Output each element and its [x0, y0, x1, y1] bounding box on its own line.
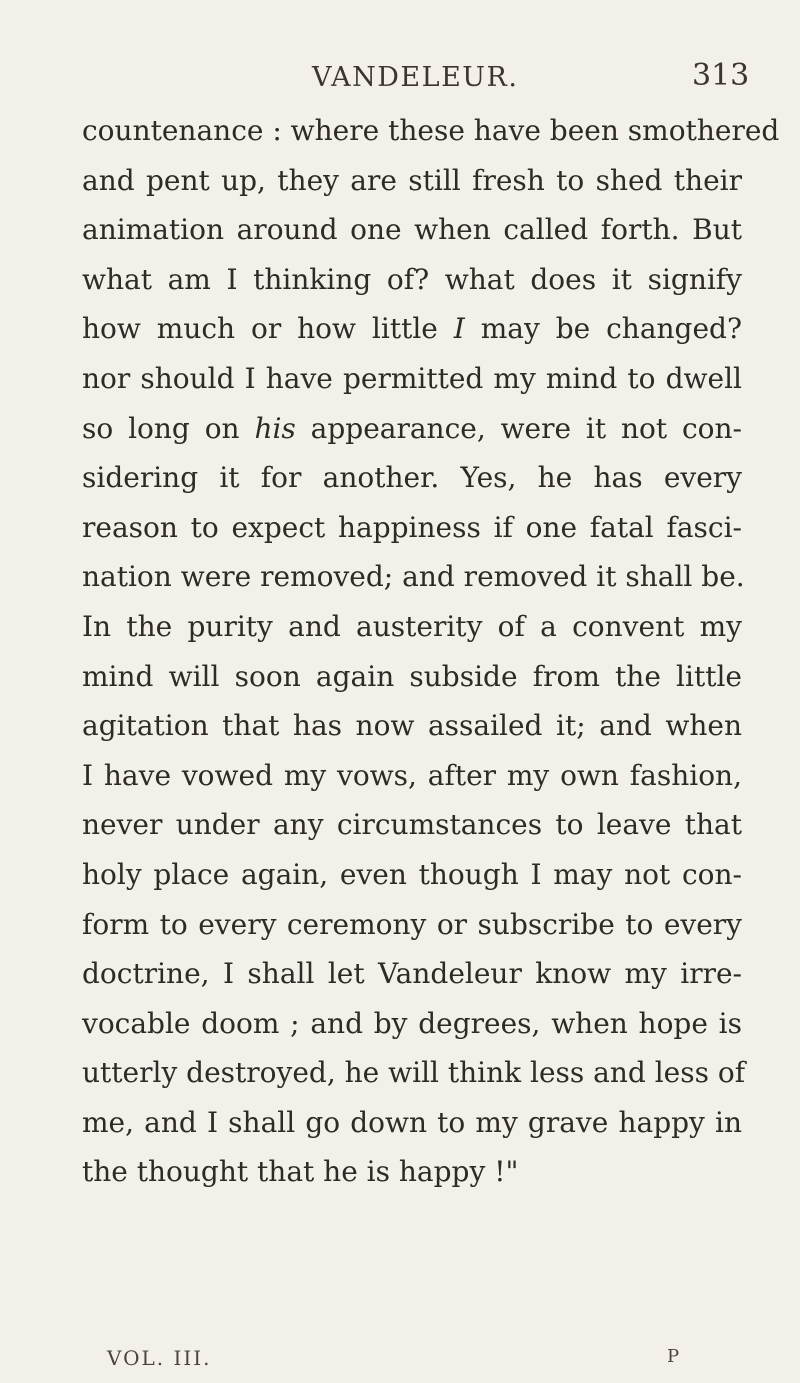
- running-head: [0, 58, 800, 98]
- footer: [0, 1346, 800, 1382]
- text-line: utterly destroyed, he will think less and less of: [82, 1056, 746, 1090]
- text-line: animation around one when called forth. But: [82, 213, 742, 247]
- text-line: what am I thinking of? what does it signify: [82, 262, 742, 296]
- text-line: nation were removed; and removed it shall be.: [82, 560, 745, 594]
- text-line: doctrine, I shall let Vandeleur know my irre-: [82, 957, 742, 991]
- gathering-signature: P: [667, 1346, 680, 1367]
- text-line: how much or how little I may be changed?: [82, 312, 742, 346]
- emphasis-word: I: [437, 312, 481, 346]
- volume-signature: VOL. III.: [107, 1346, 212, 1370]
- text-line: me, and I shall go down to my grave happy in: [82, 1105, 742, 1139]
- text-line: never under any circumstances to leave that: [82, 808, 742, 842]
- running-title: VANDELEUR.: [312, 62, 519, 93]
- text-line: mind will soon again subside from the little: [82, 659, 742, 693]
- text-line: nor should I have permitted my mind to dwell: [82, 361, 742, 395]
- text-line: and pent up, they are still fresh to shed their: [82, 163, 742, 197]
- text-line: I have vowed my vows, after my own fashion,: [82, 758, 742, 792]
- text-line: reason to expect happiness if one fatal fasci-: [82, 510, 742, 544]
- text-line: agitation that has now assailed it; and when: [82, 709, 742, 743]
- page-number: 313: [692, 58, 750, 93]
- body-text: [82, 106, 780, 1197]
- emphasis-word: his: [254, 411, 296, 445]
- text-line: the thought that he is happy !": [82, 1155, 519, 1189]
- text-line: form to every ceremony or subscribe to every: [82, 907, 742, 941]
- text-line: holy place again, even though I may not con-: [82, 857, 742, 891]
- text-line: sidering it for another. Yes, he has every: [82, 461, 742, 495]
- text-line: countenance : where these have been smothered: [82, 114, 780, 147]
- text-line: vocable doom ; and by degrees, when hope is: [82, 1006, 742, 1040]
- text-line: In the purity and austerity of a convent my: [82, 609, 742, 643]
- text-line: so long on his appearance, were it not con-: [82, 411, 742, 445]
